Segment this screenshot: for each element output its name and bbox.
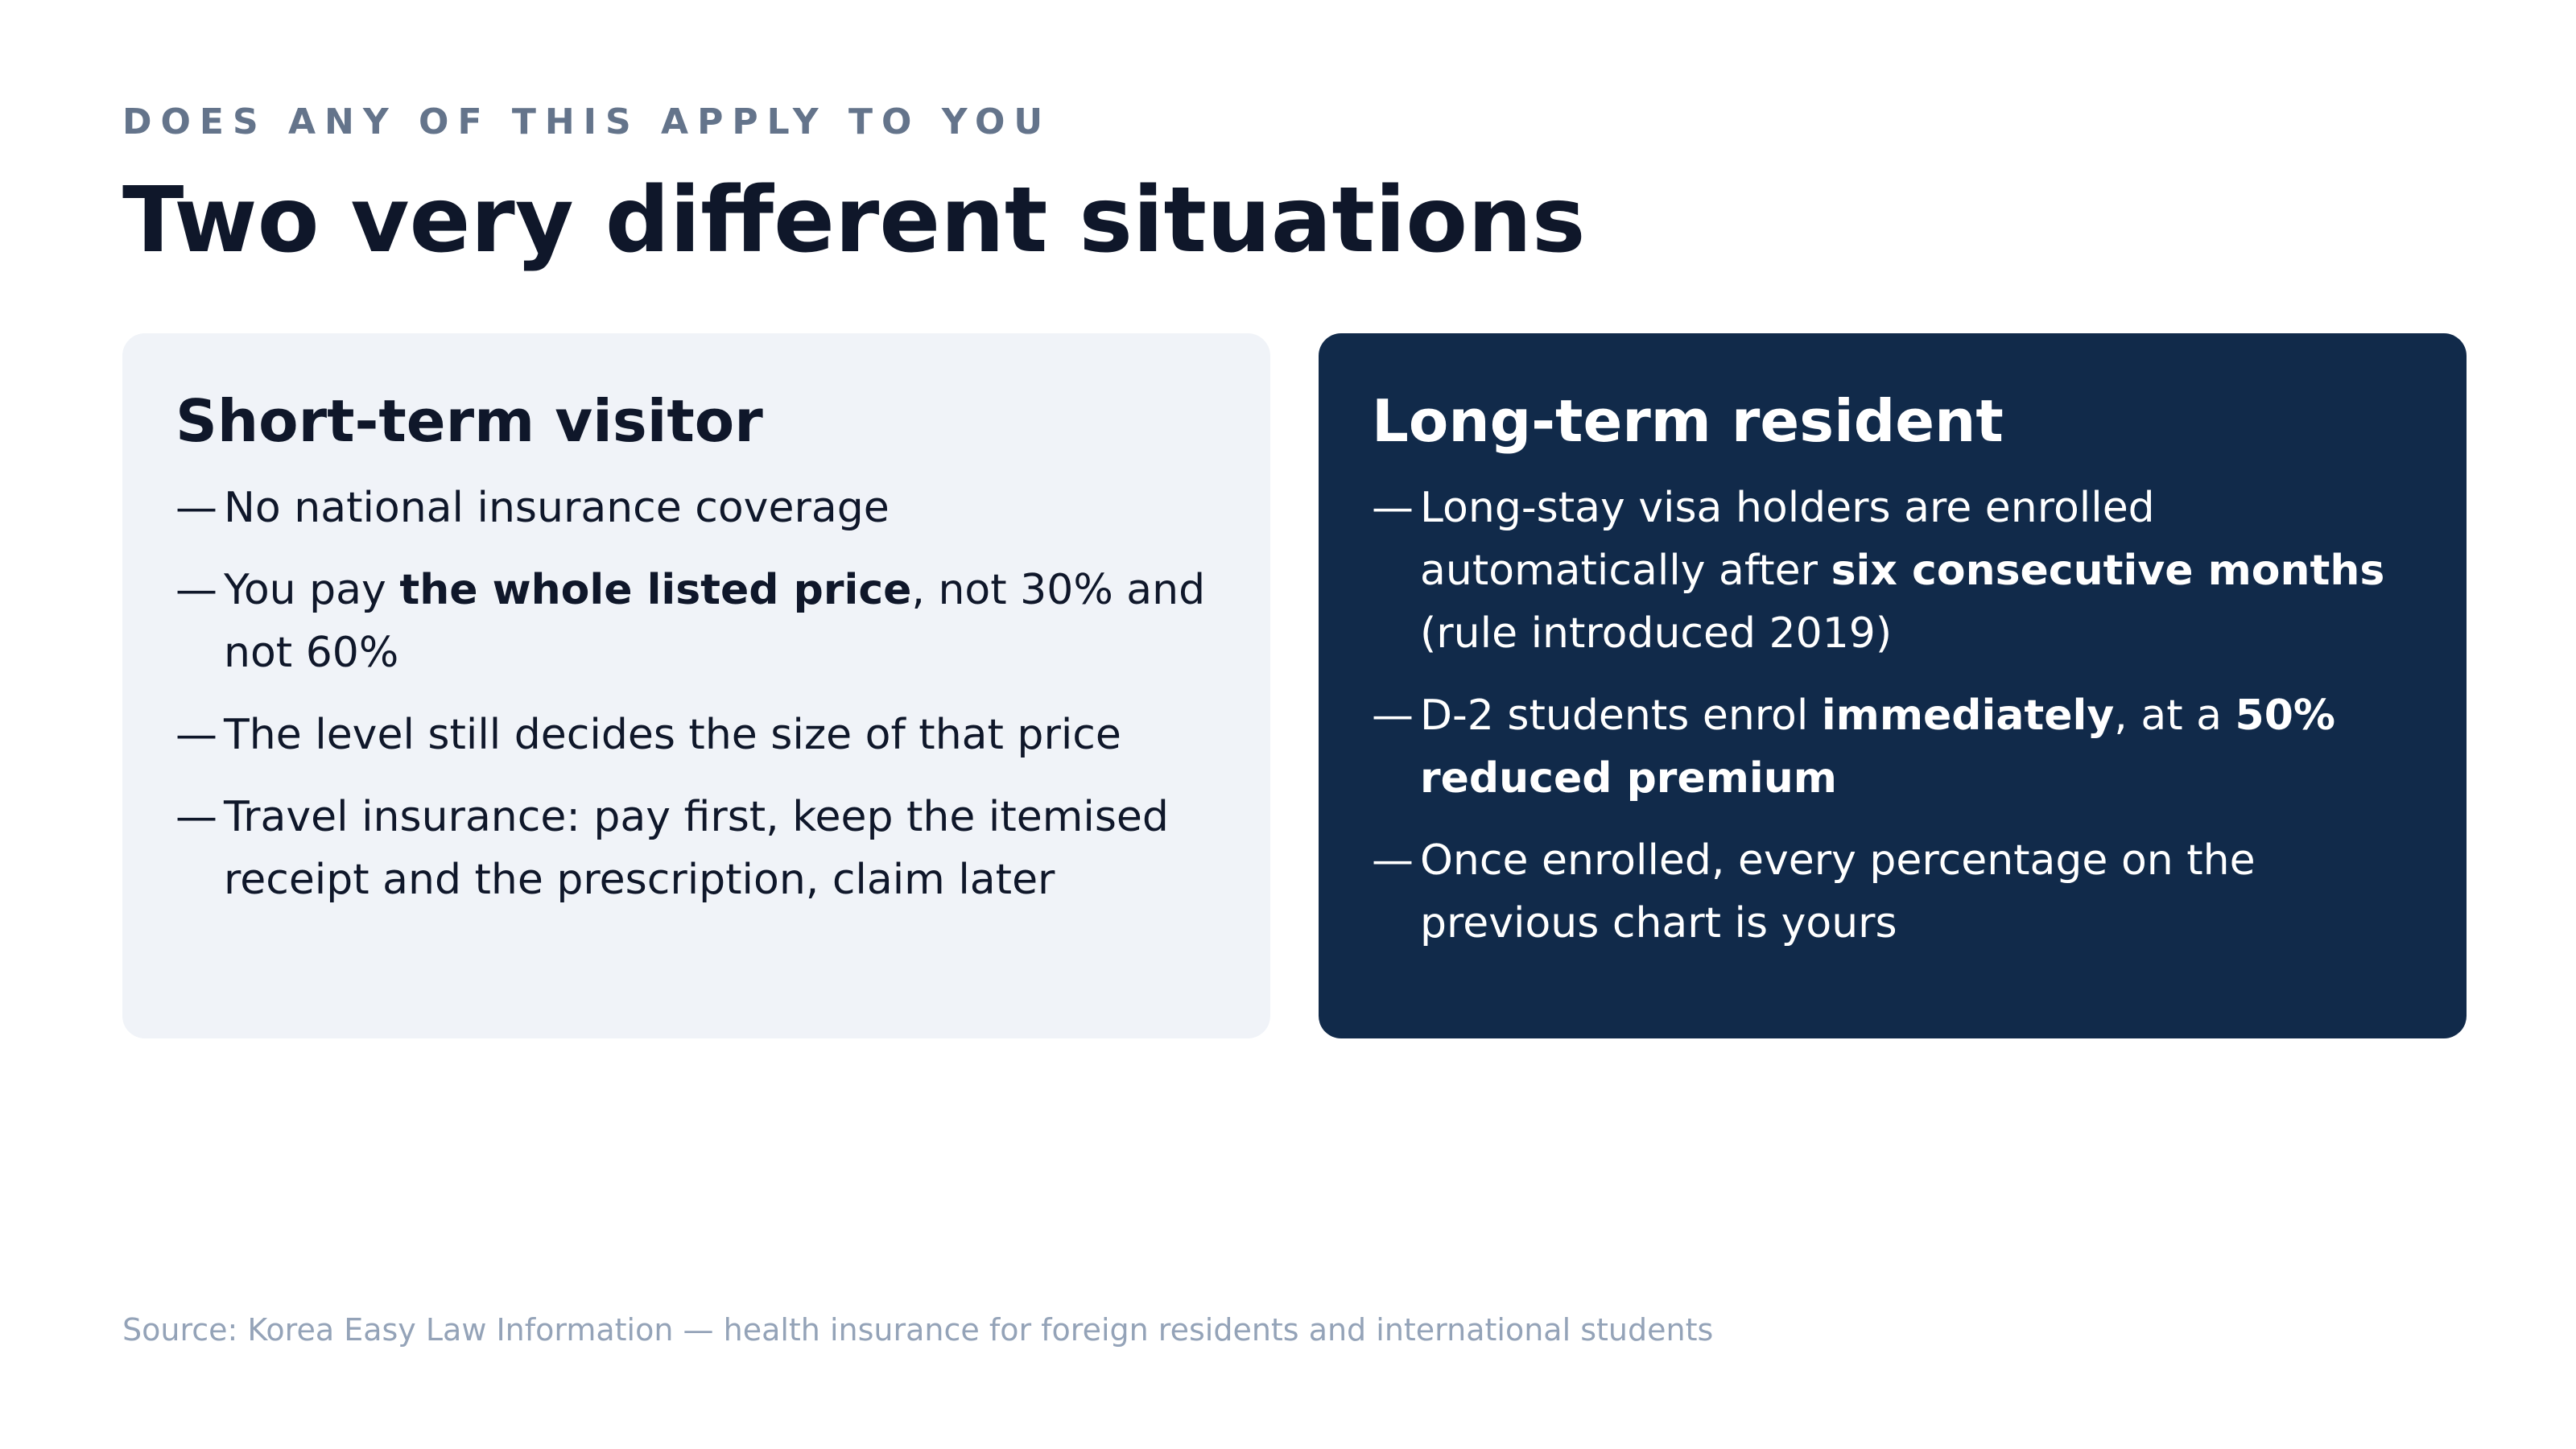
bullet-dash: — xyxy=(175,484,217,532)
bullet-dash: — xyxy=(175,793,217,841)
bullet-emphasis: 50% reduced premium xyxy=(1420,691,2335,803)
short-term-visitor-card xyxy=(122,333,1270,1038)
bullet-text-segment: No national insurance coverage xyxy=(224,484,890,532)
bullet-text-segment: Travel insurance: pay first, keep the itemised receipt and the prescription, claim later xyxy=(224,793,1169,904)
bullet-text-segment: (rule introduced 2019) xyxy=(1420,609,1893,658)
bullet-text-segment: D-2 students enrol xyxy=(1420,691,1822,740)
bullet-emphasis: immediately xyxy=(1821,691,2115,740)
bullet-text-segment: The level still decides the size of that price xyxy=(224,711,1121,759)
bullet-text xyxy=(1420,829,2415,955)
bullet-dash: — xyxy=(1372,484,1414,532)
bullet-item xyxy=(1372,684,2415,810)
bullet-emphasis: the whole listed price xyxy=(399,566,912,614)
eyebrow-label: DOES ANY OF THIS APPLY TO YOU xyxy=(122,101,1052,142)
bullet-item xyxy=(175,786,1219,911)
bullet-text-segment: , at a xyxy=(2114,691,2235,740)
bullet-text-segment: Once enrolled, every percentage on the previous chart is yours xyxy=(1420,836,2256,947)
bullet-dash: — xyxy=(175,566,217,614)
bullet-text-segment: Long-stay visa holders are enrolled automatically after xyxy=(1420,484,2155,595)
source-note: Source: Korea Easy Law Information — health insurance for foreign residents and international students xyxy=(122,1312,1714,1348)
bullet-item xyxy=(175,559,1219,684)
bullet-dash: — xyxy=(175,711,217,759)
bullet-item xyxy=(1372,477,2415,665)
bullet-item xyxy=(1372,829,2415,955)
bullet-text xyxy=(224,704,1219,766)
bullet-item xyxy=(175,704,1219,766)
bullet-dash: — xyxy=(1372,691,1414,740)
bullet-item xyxy=(175,477,1219,539)
bullet-text-segment: You pay xyxy=(224,566,400,614)
bullet-emphasis: six consecutive months xyxy=(1831,547,2385,595)
bullet-text xyxy=(224,786,1219,911)
bullet-text xyxy=(224,559,1219,684)
bullet-text xyxy=(1420,477,2415,665)
long-term-resident-card xyxy=(1319,333,2467,1038)
card-title: Short-term visitor xyxy=(175,387,763,455)
bullet-text-segment: , not 30% and not 60% xyxy=(224,566,1206,677)
bullet-list xyxy=(1372,477,2415,955)
bullet-dash: — xyxy=(1372,836,1414,885)
bullet-text xyxy=(224,477,1219,539)
bullet-list xyxy=(175,477,1219,911)
card-title: Long-term resident xyxy=(1372,387,2004,455)
page-title: Two very different situations xyxy=(122,168,1586,273)
bullet-text xyxy=(1420,684,2415,810)
